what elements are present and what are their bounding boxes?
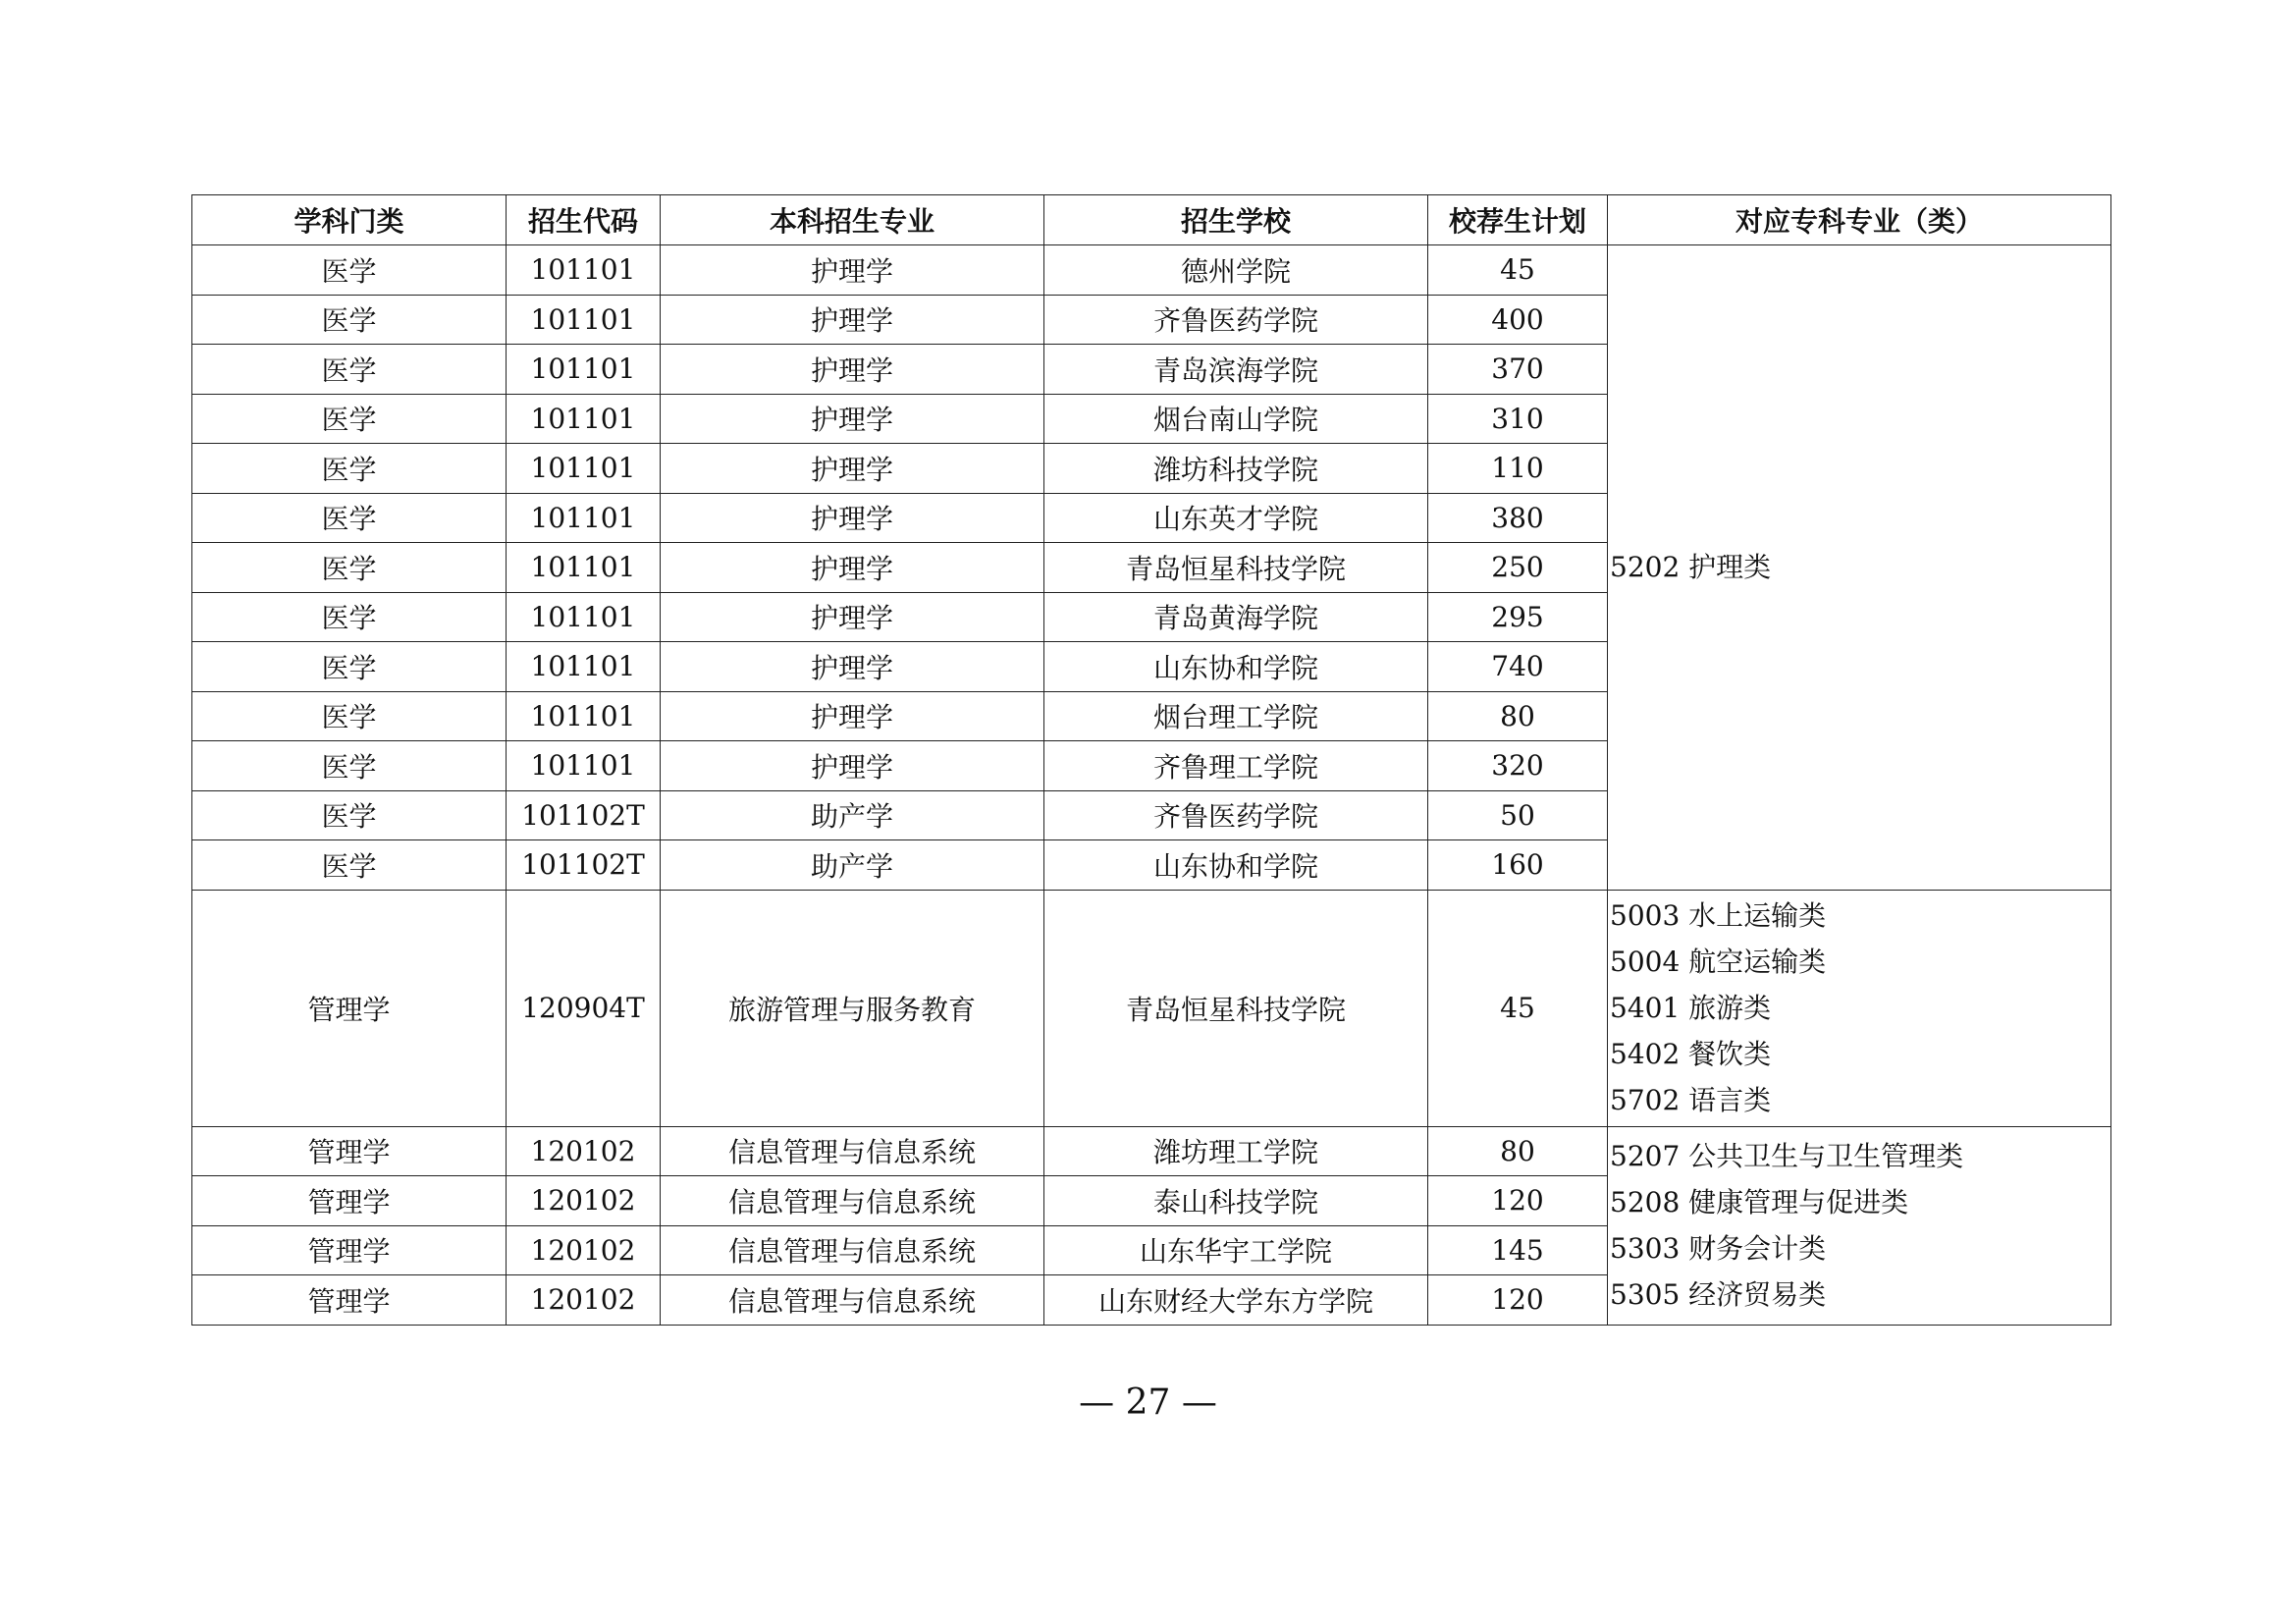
cell-plan: 380: [1428, 493, 1608, 543]
cell-school: 齐鲁医药学院: [1044, 295, 1428, 345]
cell-major: 旅游管理与服务教育: [661, 890, 1044, 1126]
cell-category: 管理学: [192, 1176, 507, 1226]
cell-category: 医学: [192, 642, 507, 692]
cell-category: 医学: [192, 741, 507, 791]
cell-school: 泰山科技学院: [1044, 1176, 1428, 1226]
cell-code: 101101: [507, 592, 661, 642]
cell-code: 101101: [507, 394, 661, 444]
cell-code: 101101: [507, 245, 661, 296]
cell-plan: 310: [1428, 394, 1608, 444]
cell-plan: 740: [1428, 642, 1608, 692]
cell-related-tourism: [1608, 890, 2111, 1126]
table-row: [192, 245, 2111, 296]
cell-major: 护理学: [661, 444, 1044, 494]
cell-school: 潍坊科技学院: [1044, 444, 1428, 494]
cell-major: 护理学: [661, 493, 1044, 543]
cell-school: 青岛滨海学院: [1044, 345, 1428, 395]
cell-plan: 120: [1428, 1176, 1608, 1226]
cell-code: 101101: [507, 543, 661, 593]
cell-code: 120904T: [507, 890, 661, 1126]
cell-plan: 370: [1428, 345, 1608, 395]
cell-school: 烟台理工学院: [1044, 691, 1428, 741]
cell-school: 青岛恒星科技学院: [1044, 543, 1428, 593]
header-major: 本科招生专业: [661, 195, 1044, 245]
cell-category: 管理学: [192, 1225, 507, 1275]
page-number: — 27 —: [1079, 1382, 1217, 1423]
cell-category: 管理学: [192, 1275, 507, 1326]
cell-code: 101101: [507, 493, 661, 543]
cell-major: 信息管理与信息系统: [661, 1225, 1044, 1275]
cell-category: 医学: [192, 295, 507, 345]
cell-code: 101101: [507, 345, 661, 395]
cell-school: 青岛恒星科技学院: [1044, 890, 1428, 1126]
cell-major: 护理学: [661, 741, 1044, 791]
cell-plan: 120: [1428, 1275, 1608, 1326]
cell-category: 医学: [192, 543, 507, 593]
cell-major: 护理学: [661, 295, 1044, 345]
cell-category: 管理学: [192, 890, 507, 1126]
cell-category: 医学: [192, 394, 507, 444]
cell-plan: 320: [1428, 741, 1608, 791]
cell-school: 山东协和学院: [1044, 642, 1428, 692]
cell-school: 齐鲁医药学院: [1044, 790, 1428, 840]
cell-related-nursing: [1608, 245, 2111, 891]
related-line: 5305 经济贸易类: [1610, 1278, 1827, 1311]
cell-school: 山东英才学院: [1044, 493, 1428, 543]
cell-code: 120102: [507, 1275, 661, 1326]
cell-plan: 110: [1428, 444, 1608, 494]
related-line: 5003 水上运输类: [1610, 899, 1827, 932]
cell-school: 山东财经大学东方学院: [1044, 1275, 1428, 1326]
cell-major: 信息管理与信息系统: [661, 1126, 1044, 1176]
cell-school: 山东华宇工学院: [1044, 1225, 1428, 1275]
cell-plan: 45: [1428, 245, 1608, 296]
table-row: [192, 890, 2111, 1126]
cell-category: 医学: [192, 345, 507, 395]
cell-code: 101101: [507, 691, 661, 741]
header-plan: 校荐生计划: [1428, 195, 1608, 245]
cell-major: 护理学: [661, 345, 1044, 395]
cell-plan: 295: [1428, 592, 1608, 642]
cell-plan: 45: [1428, 890, 1608, 1126]
cell-code: 101101: [507, 642, 661, 692]
header-code: 招生代码: [507, 195, 661, 245]
related-line: 5702 语言类: [1610, 1084, 1772, 1116]
cell-category: 医学: [192, 592, 507, 642]
cell-category: 管理学: [192, 1126, 507, 1176]
cell-major: 护理学: [661, 245, 1044, 296]
header-related: 对应专科专业（类）: [1608, 195, 2111, 245]
cell-plan: 50: [1428, 790, 1608, 840]
cell-major: 护理学: [661, 592, 1044, 642]
cell-code: 101102T: [507, 790, 661, 840]
cell-code: 120102: [507, 1126, 661, 1176]
related-line: 5402 餐饮类: [1610, 1038, 1772, 1070]
cell-code: 101101: [507, 295, 661, 345]
cell-category: 医学: [192, 840, 507, 891]
cell-code: 101101: [507, 444, 661, 494]
cell-major: 护理学: [661, 642, 1044, 692]
cell-category: 医学: [192, 493, 507, 543]
cell-code: 101101: [507, 741, 661, 791]
cell-category: 医学: [192, 245, 507, 296]
related-line: 5303 财务会计类: [1610, 1232, 1827, 1265]
cell-plan: 250: [1428, 543, 1608, 593]
cell-category: 医学: [192, 444, 507, 494]
cell-plan: 145: [1428, 1225, 1608, 1275]
cell-code: 120102: [507, 1176, 661, 1226]
cell-school: 山东协和学院: [1044, 840, 1428, 891]
cell-major: 护理学: [661, 691, 1044, 741]
cell-code: 120102: [507, 1225, 661, 1275]
cell-major: 助产学: [661, 790, 1044, 840]
header-category: 学科门类: [192, 195, 507, 245]
cell-major: 护理学: [661, 543, 1044, 593]
related-line: 5202 护理类: [1610, 551, 1772, 584]
cell-school: 德州学院: [1044, 245, 1428, 296]
cell-plan: 400: [1428, 295, 1608, 345]
cell-category: 医学: [192, 691, 507, 741]
related-line: 5207 公共卫生与卫生管理类: [1610, 1140, 1964, 1172]
cell-school: 烟台南山学院: [1044, 394, 1428, 444]
cell-code: 101102T: [507, 840, 661, 891]
cell-related-info-mgmt: [1608, 1126, 2111, 1325]
cell-major: 助产学: [661, 840, 1044, 891]
cell-plan: 80: [1428, 691, 1608, 741]
cell-plan: 160: [1428, 840, 1608, 891]
related-line: 5004 航空运输类: [1610, 946, 1827, 978]
enrollment-table: [191, 194, 2111, 1326]
header-school: 招生学校: [1044, 195, 1428, 245]
cell-school: 青岛黄海学院: [1044, 592, 1428, 642]
cell-major: 信息管理与信息系统: [661, 1176, 1044, 1226]
cell-school: 齐鲁理工学院: [1044, 741, 1428, 791]
cell-major: 护理学: [661, 394, 1044, 444]
related-line: 5208 健康管理与促进类: [1610, 1186, 1909, 1218]
cell-school: 潍坊理工学院: [1044, 1126, 1428, 1176]
cell-category: 医学: [192, 790, 507, 840]
cell-plan: 80: [1428, 1126, 1608, 1176]
related-line: 5401 旅游类: [1610, 992, 1772, 1024]
table-row: [192, 1126, 2111, 1176]
header-row: [192, 195, 2111, 245]
cell-major: 信息管理与信息系统: [661, 1275, 1044, 1326]
